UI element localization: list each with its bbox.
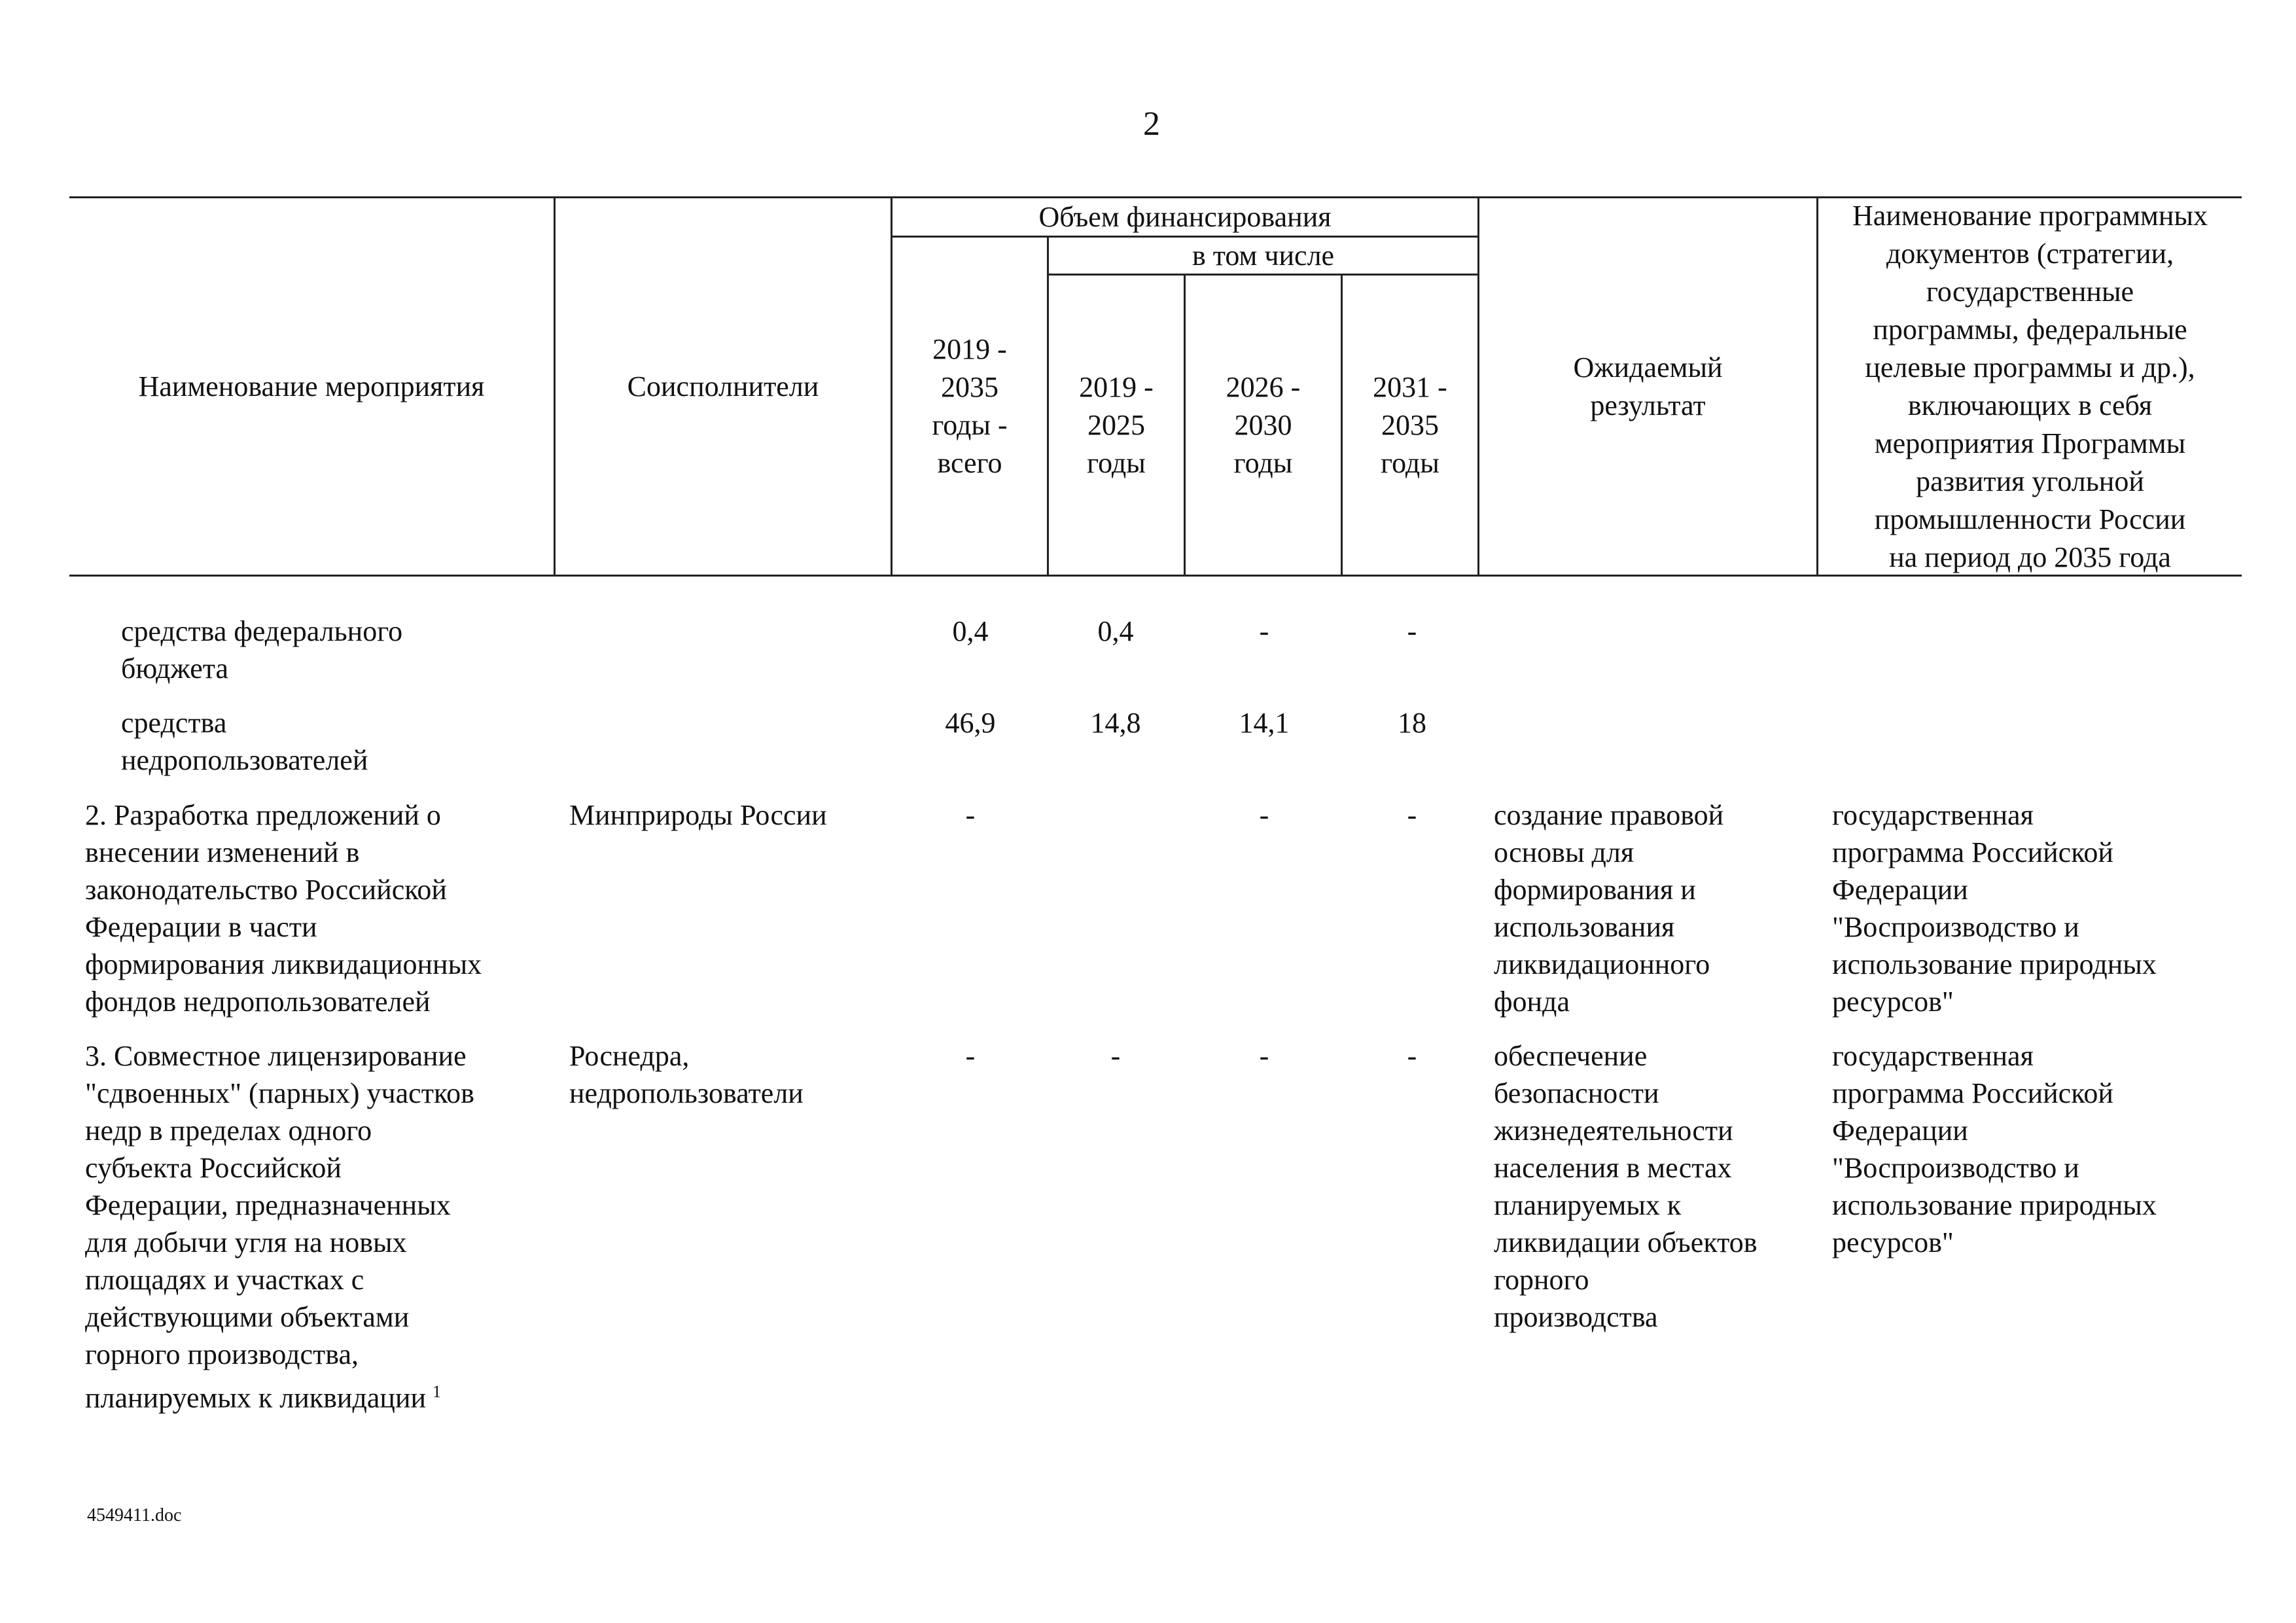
header-activity-name: Наименование мероприятия [138,370,485,402]
table-header [69,196,2242,577]
table-row-subsoil-users-name: средства недропользователей [121,707,368,776]
table-row-federal-budget-2031-2035: - [1407,615,1417,647]
header-funding-volume: Объем финансирования [1038,200,1332,233]
table-row-federal-budget-name: средства федерального бюджета [121,615,403,685]
table-row-item-3-2019-2025: - [1110,1040,1121,1072]
table-row-federal-budget-2026-2030: - [1259,615,1269,647]
header-period-2031-2035: 2031 - 2035 годы [1373,370,1447,479]
table-row-subsoil-users-2026-2030: 14,1 [1239,707,1290,739]
table-row-item-3-result: обеспечение безопасности жизнедеятельности населения в местах планируемых к ликвидации объектов горного производства [1494,1040,1757,1333]
table-row-item-3-name [85,1037,569,1417]
table-row-item-2-result: создание правовой основы для формирования и использования ликвидационного фонда [1494,799,1724,1018]
header-including: в том числе [1192,239,1335,272]
table-row-item-2-program: государственная программа Российской Федерации "Воспроизводство и использование природных ресурсов" [1832,799,2157,1018]
header-period-2019-2025: 2019 - 2025 годы [1079,370,1154,479]
header-period-2026-2030: 2026 - 2030 годы [1226,370,1301,479]
table-row-item-3-2026-2030: - [1259,1040,1269,1072]
table-row-item-3-2031-2035: - [1407,1040,1417,1072]
table-row-subsoil-users-2019-2025: 14,8 [1090,707,1141,739]
table-row-subsoil-users-2031-2035: 18 [1398,707,1426,739]
table-row-federal-budget-2019-2025: 0,4 [1097,615,1134,647]
header-program-documents: Наименование программных документов (стратегии, государственные программы, федеральные целевые программы и др.), включающих в себя мероприятия Программы развития угольной промышленности России на период до 2035 года [1852,199,2208,573]
header-total-2019-2035: 2019 - 2035 годы - всего [932,332,1008,479]
page-number: 2 [1143,105,1160,143]
footnote-marker: 1 [433,1382,442,1401]
table-row-item-3-coexecutors: Роснедра, недропользователи [569,1040,804,1109]
table-row-item-2-2026-2030: - [1259,799,1269,831]
table-row-item-2-2031-2035: - [1407,799,1417,831]
table-row-item-3-program: государственная программа Российской Федерации "Воспроизводство и использование природных ресурсов" [1832,1040,2157,1258]
footer-file-name: 4549411.doc [87,1505,182,1525]
table-row-subsoil-users-total: 46,9 [945,707,996,739]
table-row-federal-budget-total: 0,4 [952,615,989,647]
table-row-item-3-total: - [965,1040,976,1072]
table-row-item-2-total: - [965,799,976,831]
header-coexecutors: Соисполнители [627,370,819,402]
table-row-item-3-name-text: 3. Совместное лицензирование "сдвоенных" (парных) участков недр в пределах одного субъекта Российской Федерации, предназначенных для добычи угля на новых площадях и участках с действующими объектами горного производства, планируемых к ликвидации [85,1040,474,1414]
table-row-item-2-name: 2. Разработка предложений о внесении изменений в законодательство Российской Федерации в части формирования ликвидационных фондов недропользователей [85,799,482,1018]
table-row-item-2-coexecutors: Минприроды России [569,799,827,831]
header-expected-result: Ожидаемый результат [1573,351,1723,421]
